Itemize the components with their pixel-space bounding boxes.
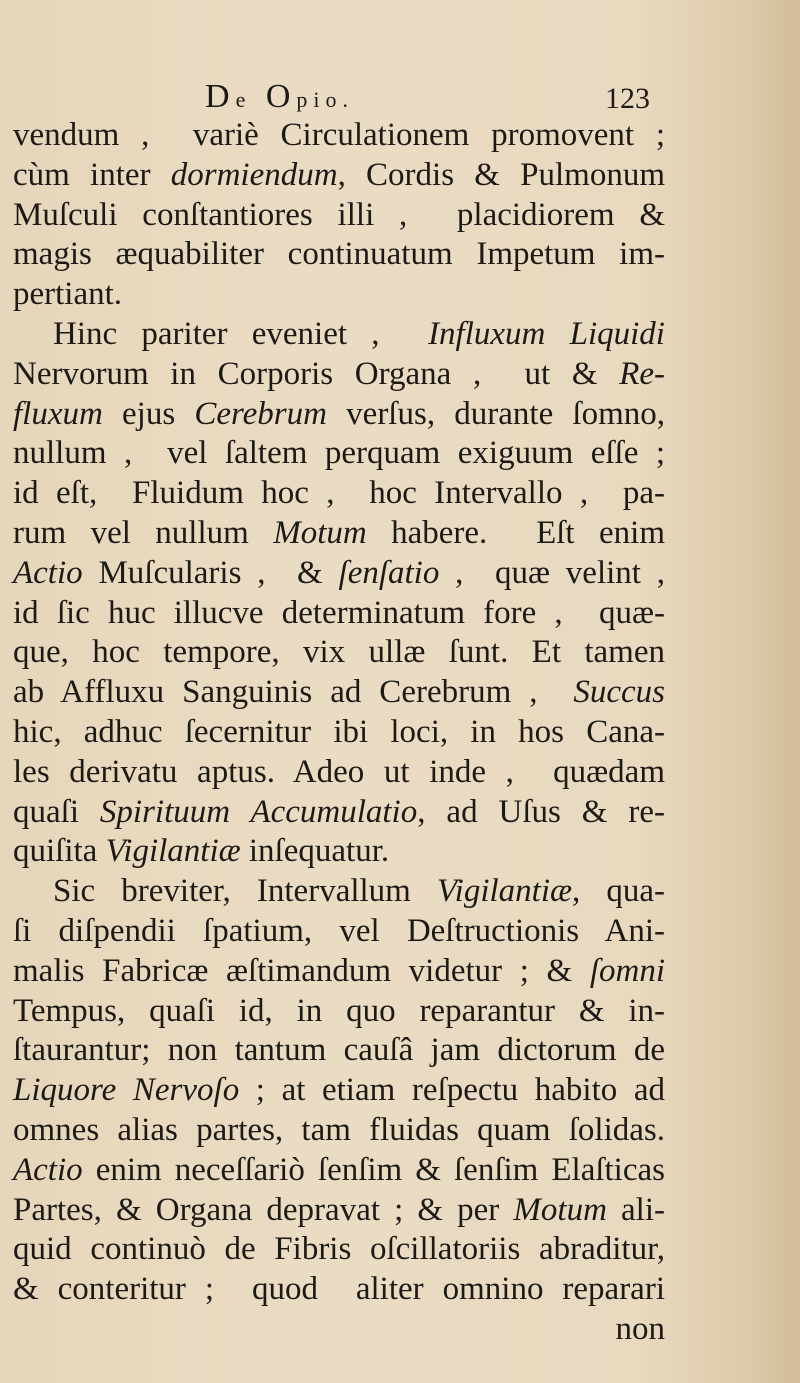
text-line	[13, 673, 665, 713]
text-line	[13, 1310, 665, 1350]
running-title-initial: O	[265, 78, 297, 115]
text-segment: Sic breviter, Intervallum	[53, 873, 437, 910]
text-segment: , quæ velint ,	[439, 554, 665, 591]
text-line	[13, 1151, 665, 1191]
text-line	[13, 1071, 665, 1111]
text-segment: hic, adhuc ſecernitur ibi loci, in hos Cana-	[13, 713, 665, 750]
text-segment: id eſt, Fluidum hoc , hoc Intervallo , pa-	[13, 475, 665, 512]
text-line	[13, 912, 665, 952]
text-segment: & conteritur ; quod aliter omnino reparari	[13, 1271, 665, 1308]
italic-text: Influxum Liquidi	[428, 315, 665, 352]
italic-text: Motum	[273, 514, 367, 551]
text-segment: , qua-	[572, 873, 665, 910]
running-title-smallcaps: pio.	[296, 87, 355, 112]
text-line	[13, 275, 665, 315]
text-segment: Muſcularis , &	[82, 554, 339, 591]
text-segment: cùm inter	[13, 156, 171, 193]
text-segment: ali-	[606, 1191, 666, 1228]
text-line	[13, 514, 665, 554]
italic-text: dormiendum	[170, 156, 338, 193]
text-segment: verſus, durante ſomno,	[326, 395, 665, 432]
text-segment: Hinc pariter eveniet ,	[53, 315, 429, 352]
text-line	[13, 1111, 665, 1151]
italic-text: Cerebrum	[194, 395, 327, 432]
text-segment: Partes, & Organa depravat ; & per	[13, 1191, 514, 1228]
text-segment: quiſita	[13, 833, 106, 870]
text-segment: , Cordis & Pulmonum	[337, 156, 665, 193]
italic-text: ſomni	[589, 952, 665, 989]
text-line	[13, 196, 665, 236]
text-segment: les derivatu aptus. Adeo ut inde , quædam	[13, 753, 665, 790]
italic-text: Actio	[13, 1151, 83, 1188]
italic-text: Actio	[13, 554, 83, 591]
text-line	[13, 832, 665, 872]
text-line	[13, 116, 665, 156]
italic-text: Re-	[619, 355, 665, 392]
text-segment: habere. Eſt enim	[366, 514, 665, 551]
italic-text: ſenſatio	[338, 554, 440, 591]
text-segment: quaſi	[13, 793, 100, 830]
text-segment: , ad Uſus & re-	[417, 793, 665, 830]
text-segment: Nervorum in Corporis Organa , ut &	[13, 355, 620, 392]
italic-text: Liquore Nervoſo	[13, 1072, 240, 1109]
text-line	[13, 872, 665, 912]
text-segment: pertiant.	[13, 276, 123, 313]
italic-text: Vigilantiæ	[436, 873, 573, 910]
text-segment: ; at etiam reſpectu habito ad	[239, 1072, 665, 1109]
italic-text: Motum	[513, 1191, 607, 1228]
text-line	[13, 1191, 665, 1231]
text-segment: enim neceſſariò ſenſim & ſenſim Elaſticas	[82, 1151, 665, 1188]
text-line	[13, 395, 665, 435]
text-segment: omnes alias partes, tam fluidas quam ſolidas.	[13, 1111, 665, 1148]
text-line	[13, 474, 665, 514]
text-line	[13, 1270, 665, 1310]
page-number: 123	[605, 82, 650, 115]
text-line	[13, 434, 665, 474]
text-segment: Tempus, quaſi id, in quo reparantur & in-	[13, 992, 665, 1029]
text-segment: vendum , variè Circulationem promovent ;	[13, 117, 665, 153]
text-line	[13, 713, 665, 753]
text-line	[13, 554, 665, 594]
text-segment: ſi diſpendii ſpatium, vel Deſtructionis Ani-	[13, 912, 665, 949]
text-segment: ſtaurantur; non tantum cauſâ jam dictorum de	[13, 1032, 665, 1069]
text-segment: magis æquabiliter continuatum Impetum im-	[13, 236, 665, 273]
italic-text: Spirituum Accumulatio	[99, 793, 418, 830]
text-segment: nullum , vel ſaltem perquam exiguum eſſe ;	[13, 435, 665, 472]
text-line	[13, 1031, 665, 1071]
text-line	[13, 355, 665, 395]
text-line	[13, 156, 665, 196]
text-line	[13, 1230, 665, 1270]
running-title-smallcaps: e	[235, 87, 252, 112]
text-segment: Muſculi conſtantiores illi , placidiorem &	[13, 196, 665, 233]
text-line	[13, 594, 665, 634]
italic-text: Vigilantiæ	[105, 833, 241, 870]
running-title-initial: D	[205, 78, 236, 115]
text-segment: que, hoc tempore, vix ullæ ſunt. Et tamen	[13, 634, 665, 671]
text-segment: ab Affluxu Sanguinis ad Cerebrum ,	[13, 674, 574, 711]
italic-text: Succus	[573, 674, 665, 711]
text-segment: ejus	[102, 395, 195, 432]
italic-text: fluxum	[13, 395, 103, 432]
text-line	[13, 793, 665, 833]
text-line	[13, 235, 665, 275]
body-text	[13, 116, 665, 1350]
running-title	[205, 78, 354, 116]
text-segment: rum vel nullum	[13, 514, 274, 551]
text-segment: non	[615, 1310, 665, 1347]
text-line	[13, 952, 665, 992]
text-segment: id ſic huc illucve determinatum fore , quæ-	[13, 594, 665, 631]
text-segment: malis Fabricæ æſtimandum videtur ; &	[13, 952, 590, 989]
text-line	[13, 315, 665, 355]
text-segment: quid continuò de Fibris oſcillatoriis abraditur,	[13, 1231, 665, 1268]
text-line	[13, 633, 665, 673]
text-line	[13, 753, 665, 793]
text-segment: inſequatur.	[240, 833, 390, 870]
text-line	[13, 992, 665, 1032]
